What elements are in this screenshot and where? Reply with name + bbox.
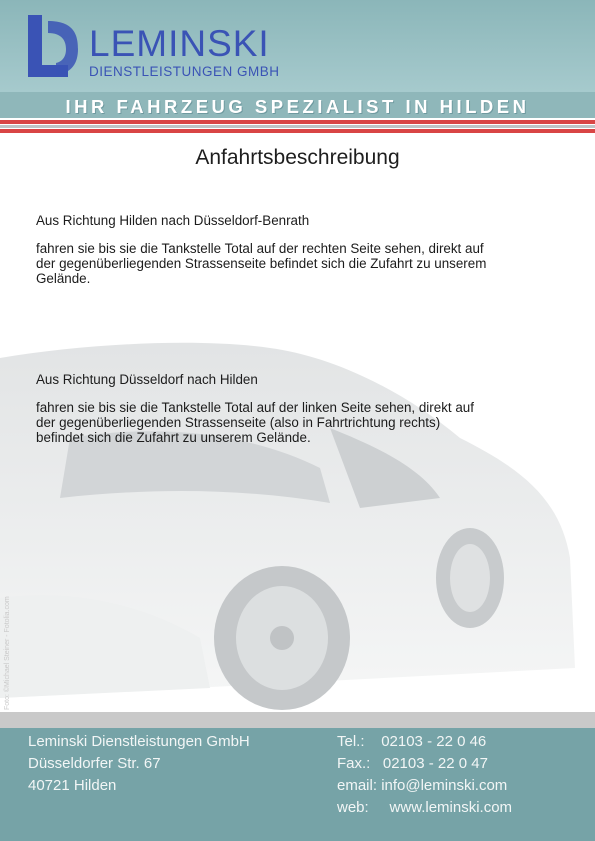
page-title: Anfahrtsbeschreibung: [195, 146, 400, 169]
direction-text-line: befindet sich die Zufahrt zu unserem Gelände.: [36, 430, 311, 445]
direction-text-line: Gelände.: [36, 271, 91, 286]
brand-name: LEMINSKI: [89, 23, 270, 64]
header: [0, 0, 595, 92]
direction-text-line: fahren sie bis sie die Tankstelle Total auf der rechten Seite sehen, direkt auf: [36, 241, 484, 256]
footer-divider: [0, 712, 595, 728]
direction-text-line: fahren sie bis sie die Tankstelle Total auf der linken Seite sehen, direkt auf: [36, 400, 474, 415]
photo-credit: Foto: ©Michael Steiner - Fotolia.com: [4, 596, 11, 710]
grey-stripe: [0, 125, 595, 128]
email-link[interactable]: info@leminski.com: [381, 777, 508, 794]
direction-block-2: [36, 372, 576, 445]
footer-company: Leminski Dienstleistungen GmbH: [28, 733, 250, 750]
brand-subtitle: DIENSTLEISTUNGEN GMBH: [89, 64, 280, 79]
web-link[interactable]: www.leminski.com: [389, 799, 513, 816]
leminski-logo-icon: [22, 13, 80, 83]
direction-block-1: [36, 213, 576, 286]
footer-address: [28, 731, 250, 797]
footer-street: Düsseldorfer Str. 67: [28, 755, 161, 772]
slogan: IHR FAHRZEUG SPEZIALIST IN HILDEN: [65, 96, 530, 117]
email-label: email:: [337, 777, 378, 794]
red-stripe: [0, 120, 595, 124]
tel-number: 02103 - 22 0 46: [381, 733, 487, 750]
direction-heading: Aus Richtung Hilden nach Düsseldorf-Benrath: [36, 213, 310, 228]
direction-text-line: der gegenüberliegenden Strassenseite (also in Fahrtrichtung rechts): [36, 415, 441, 430]
fax-number: 02103 - 22 0 47: [382, 755, 488, 772]
tel-label: Tel.:: [337, 733, 365, 750]
direction-heading: Aus Richtung Düsseldorf nach Hilden: [36, 372, 258, 387]
footer-contact: [337, 731, 512, 819]
red-stripe: [0, 129, 595, 133]
web-label: web:: [337, 799, 369, 816]
footer-city: 40721 Hilden: [28, 777, 117, 794]
fax-label: Fax.:: [337, 755, 371, 772]
footer: [0, 728, 595, 841]
direction-text-line: der gegenüberliegenden Strassenseite befindet sich die Zufahrt zu unserem: [36, 256, 487, 271]
